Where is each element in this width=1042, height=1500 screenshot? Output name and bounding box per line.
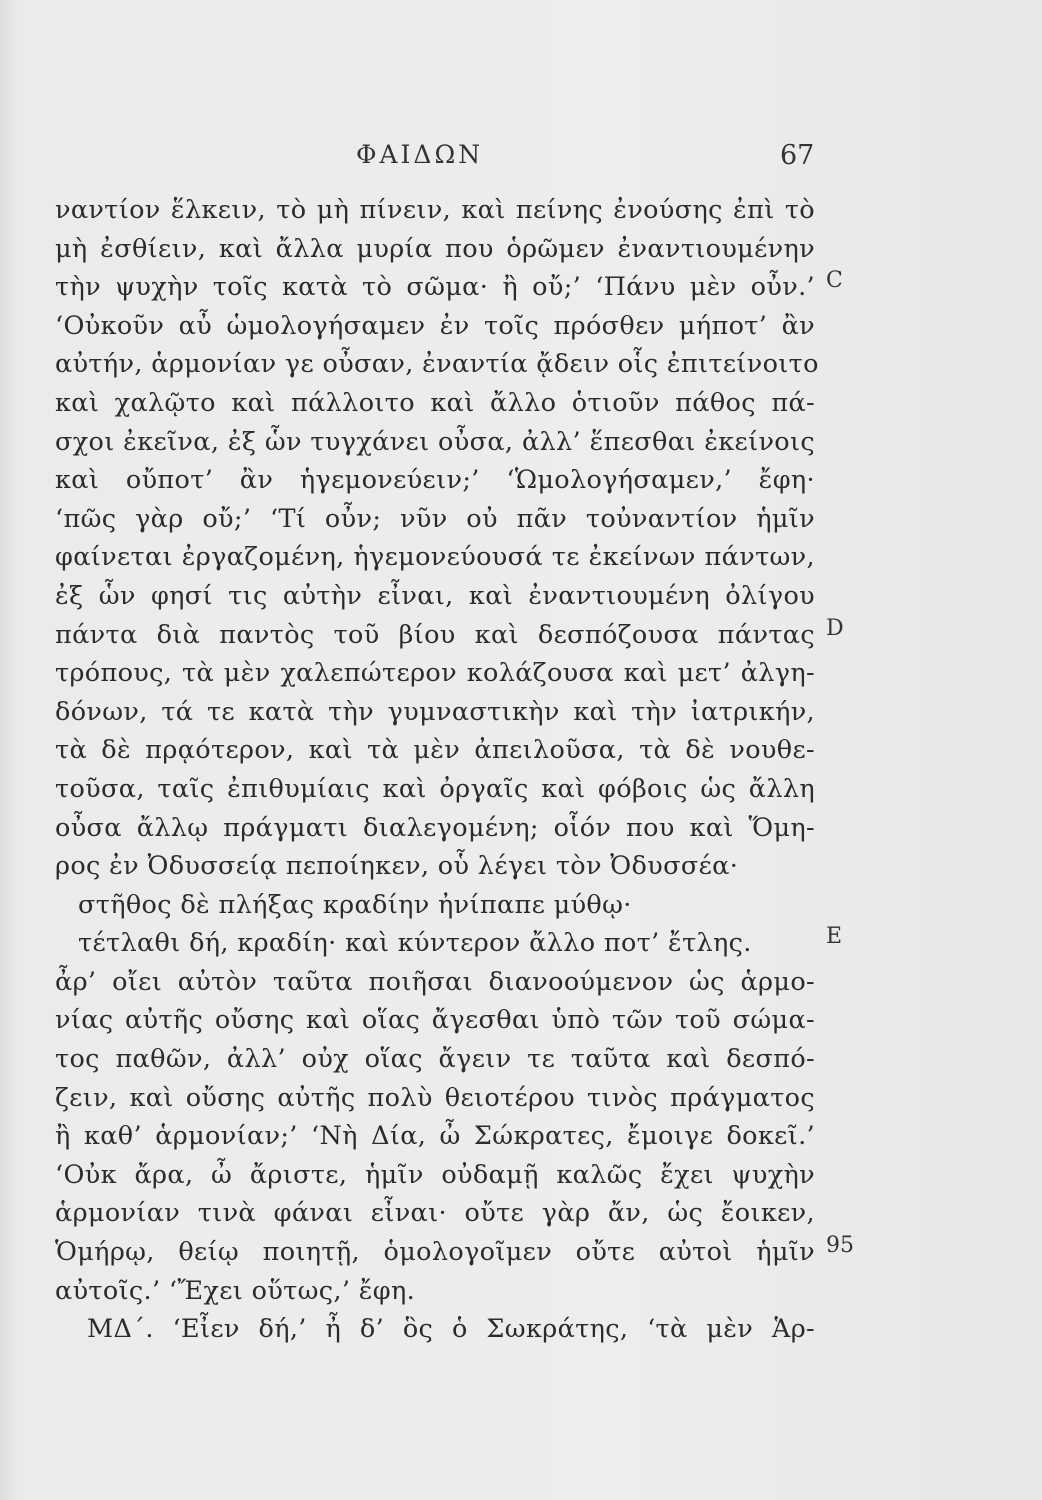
margin-marker-e: E <box>826 924 843 950</box>
text-line: αὐτοῖς.’ ‘Ἔχει οὕτως,’ ἔφη. <box>55 1275 416 1306</box>
running-title: ΦΑΙΔΩΝ <box>356 140 484 169</box>
text-line: σχοι ἐκεῖνα, ἐξ ὧν τυγχάνει οὖσα, ἀλλ’ ἕπεσθαι ἐκείνοις <box>55 426 815 457</box>
verse-line: στῆθος δὲ πλήξας κραδίην ἠνίπαπε μύθῳ· <box>78 889 632 920</box>
page-header <box>0 140 1042 180</box>
page-number: 67 <box>780 140 815 171</box>
text-line: ‘πῶς γὰρ οὔ;’ ‘Τί οὖν; νῦν οὐ πᾶν τοὐναντίον ἡμῖν <box>55 503 815 534</box>
text-line: Ὁμήρῳ, θείῳ ποιητῇ, ὁμολογοῖμεν οὔτε αὐτοὶ ἡμῖν <box>55 1237 815 1268</box>
margin-marker-95: 95 <box>826 1233 854 1259</box>
margin-marker-c: C <box>826 268 843 294</box>
text-line: καὶ οὔποτ’ ἂν ἡγεμονεύειν;’ ‘Ὡμολογήσαμεν,’ ἔφη· <box>55 465 815 496</box>
verse-line: τέτλαθι δή, κραδίη· καὶ κύντερον ἄλλο ποτ’ ἔτλης. <box>78 928 752 959</box>
text-line: τρόπους, τὰ μὲν χαλεπώτερον κολάζουσα καὶ μετ’ ἀλγη- <box>55 658 815 689</box>
text-line: ἐξ ὧν φησί τις αὐτὴν εἶναι, καὶ ἐναντιουμένη ὀλίγου <box>55 580 815 611</box>
text-line: τοῦσα, ταῖς ἐπιθυμίαις καὶ ὀργαῖς καὶ φόβοις ὡς ἄλλη <box>55 773 815 804</box>
text-line: δόνων, τά τε κατὰ τὴν γυμναστικὴν καὶ τὴν ἰατρικήν, <box>55 696 815 727</box>
text-line: μὴ ἐσθίειν, καὶ ἄλλα μυρία που ὁρῶμεν ἐναντιουμένην <box>55 233 815 264</box>
text-line: οὖσα ἄλλῳ πράγματι διαλεγομένη; οἷόν που καὶ Ὅμη- <box>55 812 815 843</box>
text-line: ναντίον ἕλκειν, τὸ μὴ πίνειν, καὶ πείνης ἐνούσης ἐπὶ τὸ <box>55 195 815 225</box>
margin-marker-d: D <box>826 615 844 641</box>
greek-text-body <box>55 191 819 1349</box>
text-line: αὐτήν, ἁρμονίαν γε οὖσαν, ἐναντία ᾄδειν οἷς ἐπιτείνοιτο <box>55 349 819 380</box>
text-line: πάντα διὰ παντὸς τοῦ βίου καὶ δεσπόζουσα πάντας <box>55 619 815 650</box>
text-line: νίας αὐτῆς οὔσης καὶ οἵας ἄγεσθαι ὑπὸ τῶν τοῦ σώμα- <box>55 1005 815 1036</box>
text-line: ἁρμονίαν τινὰ φάναι εἶναι· οὔτε γὰρ ἄν, ὡς ἔοικεν, <box>55 1198 815 1229</box>
text-line: ‘Οὐκ ἄρα, ὦ ἄριστε, ἡμῖν οὐδαμῇ καλῶς ἔχει ψυχὴν <box>55 1159 815 1190</box>
text-line: ρος ἐν Ὀδυσσείᾳ πεποίηκεν, οὗ λέγει τὸν Ὀδυσσέα· <box>55 851 739 882</box>
text-line: ζειν, καὶ οὔσης αὐτῆς πολὺ θειοτέρου τινὸς πράγματος <box>55 1082 815 1113</box>
text-line: ΜΔ΄. ‘Εἶεν δή,’ ἦ δ’ ὃς ὁ Σωκράτης, ‘τὰ μὲν Ἁρ- <box>87 1314 815 1345</box>
text-line: τὴν ψυχὴν τοῖς κατὰ τὸ σῶμα· ἢ οὔ;’ ‘Πάνυ μὲν οὖν.’ <box>55 272 815 303</box>
text-line: ἢ καθ’ ἁρμονίαν;’ ‘Νὴ Δία, ὦ Σώκρατες, ἔμοιγε δοκεῖ.’ <box>55 1121 815 1152</box>
text-line: τος παθῶν, ἀλλ’ οὐχ οἵας ἄγειν τε ταῦτα καὶ δεσπό- <box>55 1044 815 1075</box>
text-line: ‘Οὐκοῦν αὖ ὡμολογήσαμεν ἐν τοῖς πρόσθεν μήποτ’ ἂν <box>55 310 815 341</box>
text-line: καὶ χαλῷτο καὶ πάλλοιτο καὶ ἄλλο ὁτιοῦν πάθος πά- <box>55 387 815 418</box>
text-line: ἆρ’ οἴει αὐτὸν ταῦτα ποιῆσαι διανοούμενον ὡς ἁρμο- <box>55 966 815 997</box>
text-line: φαίνεται ἐργαζομένη, ἡγεμονεύουσά τε ἐκείνων πάντων, <box>55 542 815 573</box>
text-line: τὰ δὲ πρᾳότερον, καὶ τὰ μὲν ἀπειλοῦσα, τὰ δὲ νουθε- <box>55 735 815 766</box>
